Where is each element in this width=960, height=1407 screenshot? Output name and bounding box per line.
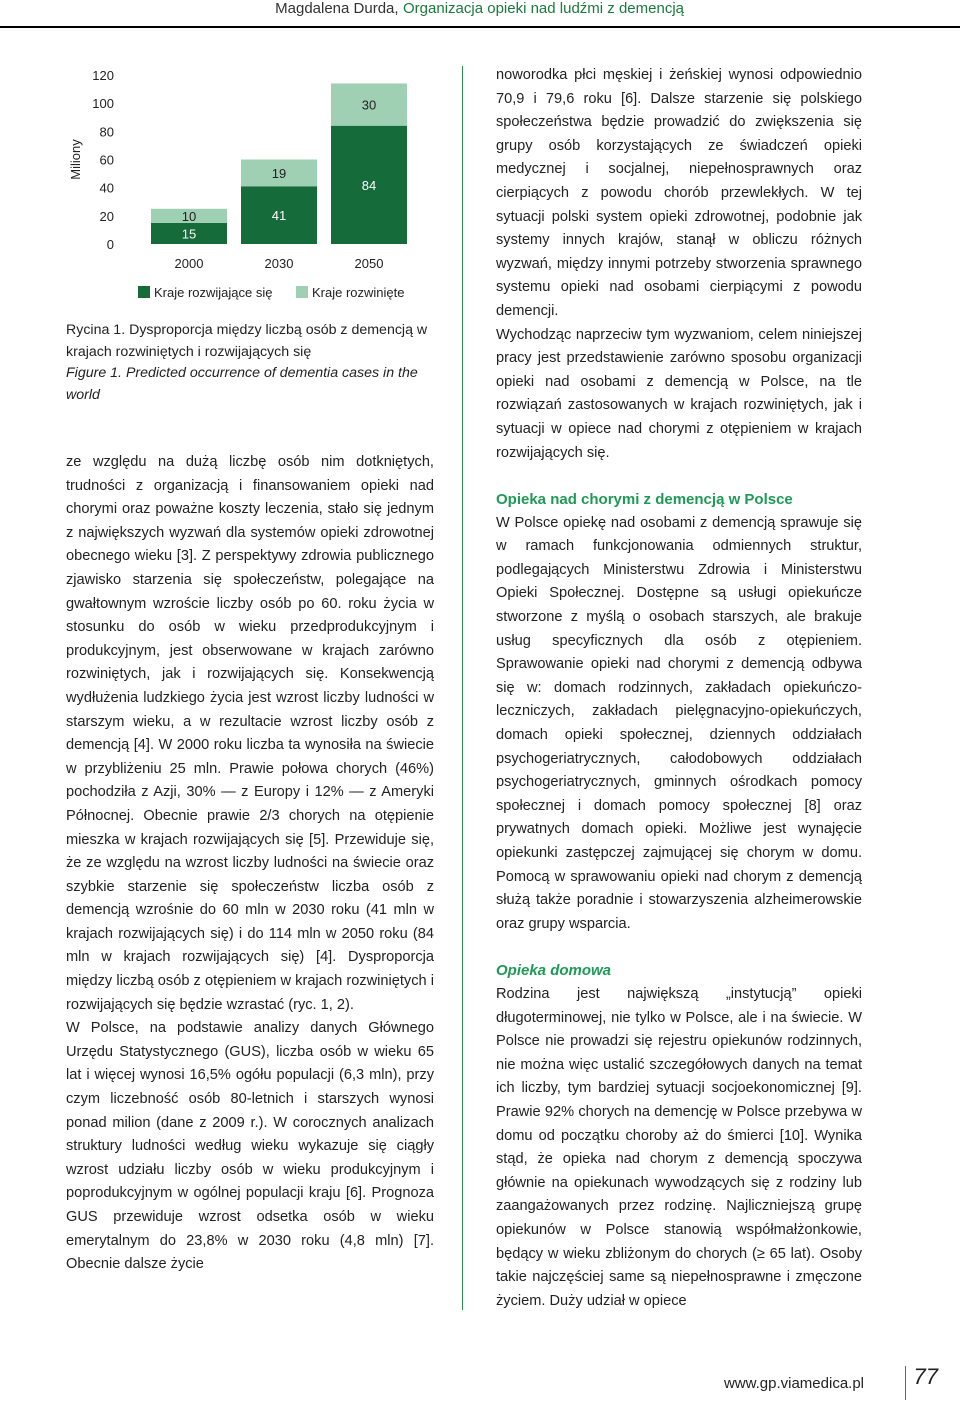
y-tick-label: 20 [99,208,114,224]
x-tick-label: 2030 [264,256,294,271]
y-tick-label: 120 [92,68,114,83]
data-label: 84 [361,177,377,193]
y-tick-label: 40 [99,180,114,196]
data-label: 41 [271,208,287,224]
left-column [66,451,434,1277]
data-label: 19 [271,165,287,181]
legend-label: Kraje rozwinięte [312,285,405,300]
y-axis-label: Miliony [68,139,83,180]
x-tick-label: 2050 [354,256,384,271]
dementia-chart [66,60,436,310]
header-author: Magdalena Durda, [275,0,399,17]
caption-en-text: Predicted occurrence of dementia cases in the world [66,365,418,403]
page-number-rule [905,1366,906,1400]
left-paragraph-1: ze względu na dużą liczbę osób nim dotkniętych, trudności z organizacją i finansowaniem opieki nad chorymi oraz poważne koszty leczenia, stało się jednym z największych wyzwań dla systemów opieki zdrowotnej obecnego wieku [3]. Z perspektywy zdrowia publicznego zjawisko starzenia się społeczeństw, polegające na gwałtownym wzroście liczby osób po 60. roku życia w stosunku do osób w wieku przedprodukcyjnym i produkcyjnym, jest obserwowane w krajach zarówno rozwiniętych, jak i rozwijających się. Konsekwencją wydłużenia ludzkiego życia jest wzrost liczby ludności w starszym wieku, a w rezultacie wzrost liczby osób z demencją [4]. W 2000 roku liczba ta wynosiła na świecie w przybliżeniu 25 mln. Prawie połowa chorych (46%) pochodziła z Azji, 30% — z Europy i 12% — z Ameryki Północnej. Obecnie prawie 2/3 chorych na otępienie mieszka w krajach rozwijających się [5]. Przewiduje się, że ze względu na wzrost liczby ludności na świecie oraz szybkie starzenie się społeczeństw liczba osób z demencją wzrośnie do 60 mln w 2030 roku (41 mln w krajach rozwijających się) i do 114 mln w 2050 roku (84 mln w krajach rozwijających się) [4]. Dysproporcja między liczbą osób z otępieniem w krajach rozwiniętych i rozwijających się będzie wzrastać (ryc. 1, 2). [66,454,434,1013]
section-heading-home-care: Opieka domowa [496,962,612,980]
x-tick-label: 2000 [174,256,204,271]
caption-pl-label: Rycina 1. [66,322,126,338]
caption-pl-text: Dysproporcja między liczbą osób z demencją w krajach rozwiniętych i rozwijających się [66,322,428,360]
header-title: Organizacja opieki nad ludźmi z demencją [403,0,684,17]
running-header [275,0,684,18]
left-paragraph-2: W Polsce, na podstawie analizy danych Głównego Urzędu Statystycznego (GUS), liczba osób w wieku 65 lat i więcej wynosi 16,5% ogółu populacji (6,3 mln), przy czym liczebność osób 80-letnich i starszych wynosi ponad milion (dane z 2009 r.). W corocznych analizach struktury ludności według wieku wykazuje się ciągły wzrost udziału liczby osób w wieku produkcyjnym i poprodukcyjnym w ogólnej populacji kraju [6]. Prognoza GUS przewiduje wzrost odsetka osób w wieku emerytalnym do 23,8% w 2030 roku (4,8 mln) [7]. Obecnie dalsze życie [66,1020,434,1273]
caption-en-label: Figure 1. [66,365,122,381]
header-rule [0,26,960,28]
footer-url: www.gp.viamedica.pl [723,1375,864,1392]
legend-swatch [296,286,308,298]
column-divider [462,66,463,1310]
page-number: 77 [913,1364,938,1389]
data-label: 15 [181,226,197,242]
legend-swatch [138,286,150,298]
y-tick-label: 100 [92,96,114,112]
right-intro-2: Wychodząc naprzeciw tym wyzwaniom, celem niniejszej pracy jest przedstawienie zarówno sposobu organizacji opieki nad osobami z demencją w Polsce, na tle rozwiązań zastosowanych w krajach rozwiniętych, jak i sytuacji w opiece nad chorymi z otępieniem w krajach rozwijających się. [496,326,862,461]
data-label: 10 [181,208,197,224]
figure-caption [66,320,434,406]
caption-en [66,363,434,406]
section-heading-poland: Opieka nad chorymi z demencją w Polsce [496,491,793,509]
caption-pl [66,320,434,363]
section-text-poland: W Polsce opiekę nad osobami z demencją sprawuje się w ramach funkcjonowania odmiennych struktur, podlegających Ministerstwu Zdrowia i Ministerstwu Opieki Społecznej. Dostępne są usługi opiekuńcze stworzone z myślą o osobach starszych, ale brakuje usług specyficznych dla osób z otępieniem. Sprawowanie opieki nad chorymi z demencją odbywa się w: domach rodzinnych, zakładach opiekuńczo-leczniczych, zakładach pielęgnacyjno-opiekuńczych, domach opieki społecznej, dziennych oddziałach psychogeriatrycznych, całodobowych oddziałach psychogeriatrycznych, gminnych ośrodkach pomocy społecznej i domach pomocy społecznej [8] oraz prywatnych domach opieki. Możliwe jest wynajęcie opiekunki zastępczej zajmującej się chorym w domu. Pomocą w sprawowaniu opieki nad chorym z demencją służą także poradnie i stowarzyszenia alzheimerowskie oraz grupy wsparcia. [496,514,862,932]
chart-svg [66,60,436,310]
right-intro-1: noworodka płci męskiej i żeńskiej wynosi odpowiednio 70,9 i 79,6 roku [6]. Dalsze starzenie się polskiego społeczeństwa będzie prowadzić do zwiększenia się grupy osób korzystających ze świadczeń opieki medycznej i socjalnej, niepełnosprawnych oraz cierpiących z powodu chorób przewlekłych. W tej sytuacji polski system opieki zdrowotnej, podobnie jak systemy innych krajów, stanął w obliczu różnych wyzwań, między innymi potrzeby stworzenia sprawnego systemu opieki nad osobami cierpiącymi z powodu demencji. [496,67,862,319]
y-tick-label: 80 [99,124,114,140]
legend-label: Kraje rozwijające się [154,285,273,300]
section-text-home-care: Rodzina jest największą „instytucją” opieki długoterminowej, nie tylko w Polsce, ale i na świecie. W Polsce nie prowadzi się rejestru opiekunów rodzinnych, nie można więc ustalić szczegółowych danych na temat ich liczby, tym bardziej sytuacji socjoekonomicznej [9]. Prawie 92% chorych na demencję w Polsce przebywa w domu od początku choroby aż do śmierci [10]. Wynika stąd, że opieka nad chorym z demencją spoczywa głównie na opiekunach wywodzących się z rodziny lub zaangażowanych przez rodzinę. Najliczniejszą grupę opiekunów w Polsce stanowią współmałżonkowie, będący w wieku zbliżonym do chorych (≥ 65 lat). Osoby takie najczęściej same są niepełnosprawne i zmęczone życiem. Duży udział w opiece [496,985,862,1309]
right-column [496,64,862,1313]
y-tick-label: 0 [106,237,114,252]
data-label: 30 [361,97,377,113]
y-tick-label: 60 [99,152,114,168]
